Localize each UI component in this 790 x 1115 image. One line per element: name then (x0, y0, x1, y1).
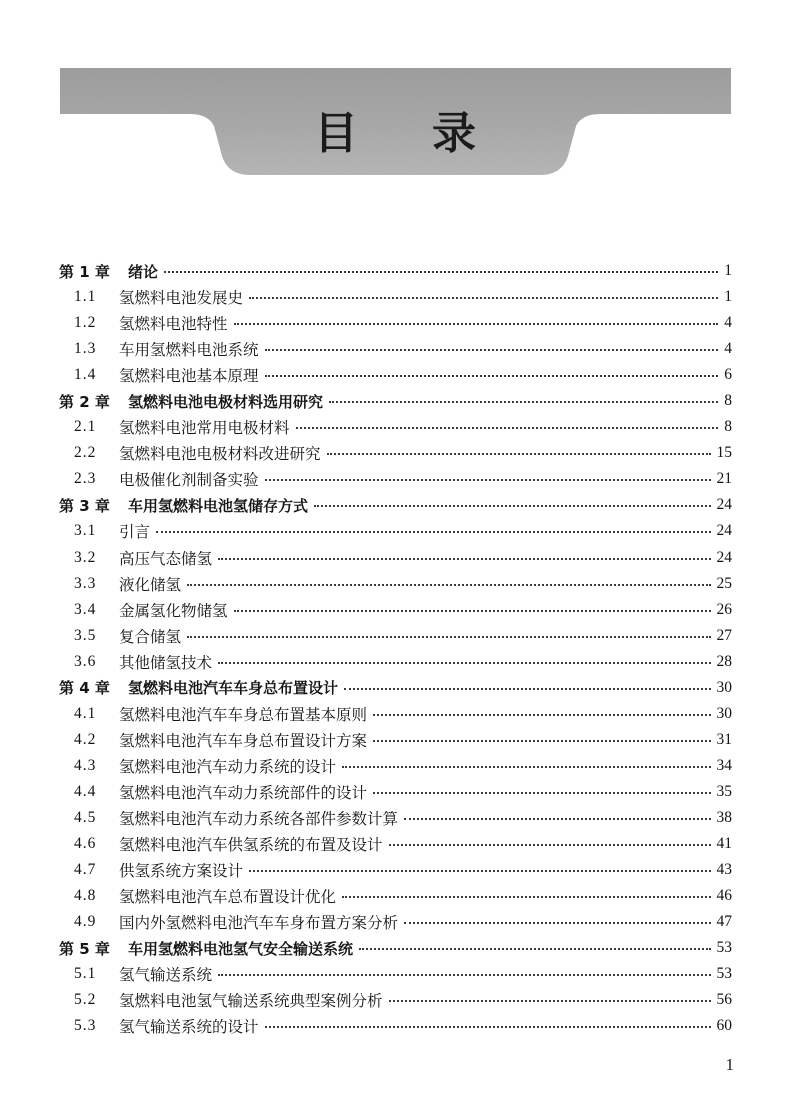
toc-dot-leader (373, 792, 710, 794)
toc-entry-title: 氢燃料电池发展史 (119, 289, 244, 308)
toc-entry-title: 氢气输送系统的设计 (119, 1018, 259, 1037)
toc-heading-char-2: 录 (432, 108, 476, 159)
toc-dot-leader (265, 375, 718, 377)
toc-entry-title: 氢燃料电池电极材料选用研究 (128, 392, 324, 411)
toc-entry-page: 30 (716, 704, 732, 722)
toc-section-entry (59, 961, 732, 987)
toc-entry-page: 60 (716, 1017, 732, 1035)
toc-section-entry (59, 466, 732, 492)
toc-dot-leader (218, 558, 710, 560)
toc-entry-number: 4.2 (74, 730, 97, 748)
toc-entry-number: 1.2 (74, 314, 97, 332)
toc-entry-page: 8 (724, 392, 732, 410)
toc-entry-title: 车用氢燃料电池氢储存方式 (128, 496, 309, 515)
toc-entry-page: 56 (716, 991, 732, 1009)
toc-dot-leader (218, 662, 710, 664)
toc-section-entry (59, 779, 732, 805)
toc-entry-title: 氢燃料电池电极材料改进研究 (119, 445, 321, 464)
toc-section-entry (59, 909, 732, 935)
toc-entry-number: 3.6 (74, 652, 97, 670)
toc-dot-leader (187, 584, 710, 586)
toc-entry-page: 31 (716, 730, 732, 748)
toc-entry-number: 3.3 (74, 574, 97, 592)
toc-dot-leader (373, 714, 710, 716)
toc-dot-leader (389, 1000, 711, 1002)
toc-entry-number: 第 1 章 (59, 262, 110, 281)
toc-section-entry (59, 597, 732, 623)
toc-entry-number: 3.2 (74, 548, 97, 566)
toc-entry-title: 绪论 (128, 262, 159, 281)
toc-entry-number: 1.4 (74, 366, 97, 384)
toc-section-entry (59, 701, 732, 727)
toc-dot-leader (314, 505, 710, 507)
toc-entry-page: 41 (716, 835, 732, 853)
toc-section-entry (59, 649, 732, 675)
toc-entry-number: 4.6 (74, 835, 97, 853)
toc-entry-title: 液化储氢 (119, 575, 182, 594)
toc-entry-title: 氢气输送系统 (119, 966, 213, 985)
toc-entry-page: 6 (724, 366, 732, 384)
toc-entry-page: 30 (716, 678, 732, 696)
toc-entry-page: 4 (724, 314, 732, 332)
toc-dot-leader (342, 896, 710, 898)
toc-entry-number: 1.1 (74, 288, 97, 306)
toc-entry-title: 氢燃料电池特性 (119, 315, 228, 334)
toc-section-entry (59, 727, 732, 753)
toc-dot-leader (404, 922, 710, 924)
toc-entry-number: 3.5 (74, 626, 97, 644)
toc-chapter-entry (59, 388, 732, 414)
toc-dot-leader (249, 870, 710, 872)
toc-entry-page: 53 (716, 965, 732, 983)
toc-dot-leader (373, 740, 710, 742)
toc-entry-title: 氢燃料电池汽车动力系统部件的设计 (119, 783, 368, 802)
toc-entry-title: 氢燃料电池汽车供氢系统的布置及设计 (119, 836, 383, 855)
toc-dot-leader (359, 948, 710, 950)
toc-entry-page: 47 (716, 913, 732, 931)
toc-section-entry (59, 1013, 732, 1039)
toc-section-entry (59, 805, 732, 831)
toc-entry-number: 2.3 (74, 470, 97, 488)
toc-section-entry (59, 883, 732, 909)
toc-entry-number: 4.7 (74, 861, 97, 879)
toc-entry-title: 车用氢燃料电池氢气安全输送系统 (128, 939, 354, 958)
table-of-contents (59, 258, 732, 1039)
toc-section-entry (59, 623, 732, 649)
toc-entry-title: 其他储氢技术 (119, 653, 213, 672)
toc-entry-title: 氢燃料电池汽车车身总布置基本原则 (119, 705, 368, 724)
toc-chapter-entry (59, 492, 732, 518)
toc-section-entry (59, 831, 732, 857)
toc-entry-number: 5.3 (74, 1017, 97, 1035)
toc-entry-page: 1 (724, 262, 732, 280)
toc-entry-page: 4 (724, 340, 732, 358)
toc-entry-page: 24 (716, 522, 732, 540)
toc-entry-number: 第 4 章 (59, 679, 110, 698)
toc-section-entry (59, 545, 732, 571)
toc-entry-number: 4.3 (74, 756, 97, 774)
toc-entry-number: 第 3 章 (59, 496, 110, 515)
toc-chapter-entry (59, 258, 732, 284)
toc-entry-title: 复合储氢 (119, 627, 182, 646)
toc-entry-title: 氢燃料电池常用电极材料 (119, 419, 290, 438)
toc-dot-leader (218, 974, 710, 976)
toc-entry-page: 21 (716, 470, 732, 488)
toc-entry-page: 8 (724, 418, 732, 436)
toc-entry-title: 氢燃料电池汽车动力系统的设计 (119, 757, 337, 776)
toc-chapter-entry (59, 675, 732, 701)
toc-entry-number: 4.9 (74, 913, 97, 931)
toc-entry-title: 金属氢化物储氢 (119, 601, 228, 620)
toc-section-entry (59, 753, 732, 779)
toc-dot-leader (342, 766, 710, 768)
toc-entry-title: 供氢系统方案设计 (119, 862, 244, 881)
toc-entry-number: 3.1 (74, 522, 97, 540)
toc-entry-number: 2.1 (74, 418, 97, 436)
toc-dot-leader (265, 349, 718, 351)
toc-dot-leader (265, 479, 711, 481)
toc-entry-title: 引言 (119, 523, 151, 542)
toc-dot-leader (265, 1026, 711, 1028)
toc-entry-page: 27 (716, 626, 732, 644)
toc-entry-number: 4.4 (74, 782, 97, 800)
toc-entry-title: 氢燃料电池氢气输送系统典型案例分析 (119, 992, 383, 1011)
toc-entry-page: 28 (716, 652, 732, 670)
toc-section-entry (59, 518, 732, 544)
toc-dot-leader (327, 453, 711, 455)
toc-chapter-entry (59, 935, 732, 961)
toc-entry-title: 国内外氢燃料电池汽车车身布置方案分析 (119, 914, 399, 933)
toc-section-entry (59, 336, 732, 362)
toc-entry-number: 5.2 (74, 991, 97, 1009)
toc-entry-page: 25 (716, 574, 732, 592)
toc-dot-leader (164, 271, 718, 273)
toc-entry-page: 53 (716, 939, 732, 957)
toc-section-entry (59, 284, 732, 310)
toc-entry-title: 电极催化剂制备实验 (119, 471, 259, 490)
page-number: 1 (725, 1055, 734, 1074)
toc-dot-leader (329, 401, 718, 403)
toc-dot-leader (249, 297, 718, 299)
toc-dot-leader (187, 636, 710, 638)
toc-entry-number: 1.3 (74, 340, 97, 358)
toc-entry-page: 38 (716, 809, 732, 826)
toc-heading-char-1: 目 (314, 108, 358, 159)
toc-entry-page: 46 (716, 887, 732, 905)
toc-section-entry (59, 987, 732, 1013)
toc-dot-leader (234, 610, 711, 612)
toc-entry-number: 4.1 (74, 704, 97, 722)
toc-dot-leader (234, 323, 718, 325)
toc-entry-number: 3.4 (74, 600, 97, 618)
toc-entry-title: 氢燃料电池汽车总布置设计优化 (119, 888, 337, 907)
toc-entry-title: 车用氢燃料电池系统 (119, 341, 259, 360)
toc-dot-leader (404, 818, 710, 820)
toc-entry-page: 1 (724, 288, 732, 306)
toc-section-entry (59, 857, 732, 883)
toc-entry-page: 34 (716, 756, 732, 774)
toc-entry-page: 24 (716, 548, 732, 566)
toc-entry-number: 5.1 (74, 965, 97, 983)
toc-entry-page: 15 (716, 444, 732, 462)
toc-section-entry (59, 414, 732, 440)
toc-entry-page: 24 (716, 496, 732, 514)
toc-entry-title: 氢燃料电池汽车车身总布置设计方案 (119, 731, 368, 750)
toc-section-entry (59, 362, 732, 388)
toc-entry-number: 2.2 (74, 444, 97, 462)
toc-section-entry (59, 571, 732, 597)
toc-entry-number: 4.5 (74, 809, 97, 826)
toc-entry-title: 氢燃料电池汽车车身总布置设计 (128, 679, 339, 698)
toc-entry-title: 氢燃料电池汽车动力系统各部件参数计算 (119, 810, 399, 828)
toc-dot-leader (296, 427, 718, 429)
toc-header-banner (60, 68, 731, 175)
toc-entry-number: 第 5 章 (59, 939, 110, 958)
toc-entry-page: 43 (716, 861, 732, 879)
toc-entry-title: 高压气态储氢 (119, 549, 213, 568)
toc-entry-number: 4.8 (74, 887, 97, 905)
toc-entry-number: 第 2 章 (59, 392, 110, 411)
toc-section-entry (59, 310, 732, 336)
toc-dot-leader (156, 531, 710, 533)
toc-dot-leader (389, 844, 711, 846)
toc-entry-page: 26 (716, 600, 732, 618)
toc-section-entry (59, 440, 732, 466)
toc-dot-leader (344, 688, 710, 690)
toc-entry-title: 氢燃料电池基本原理 (119, 367, 259, 386)
toc-entry-page: 35 (716, 782, 732, 800)
